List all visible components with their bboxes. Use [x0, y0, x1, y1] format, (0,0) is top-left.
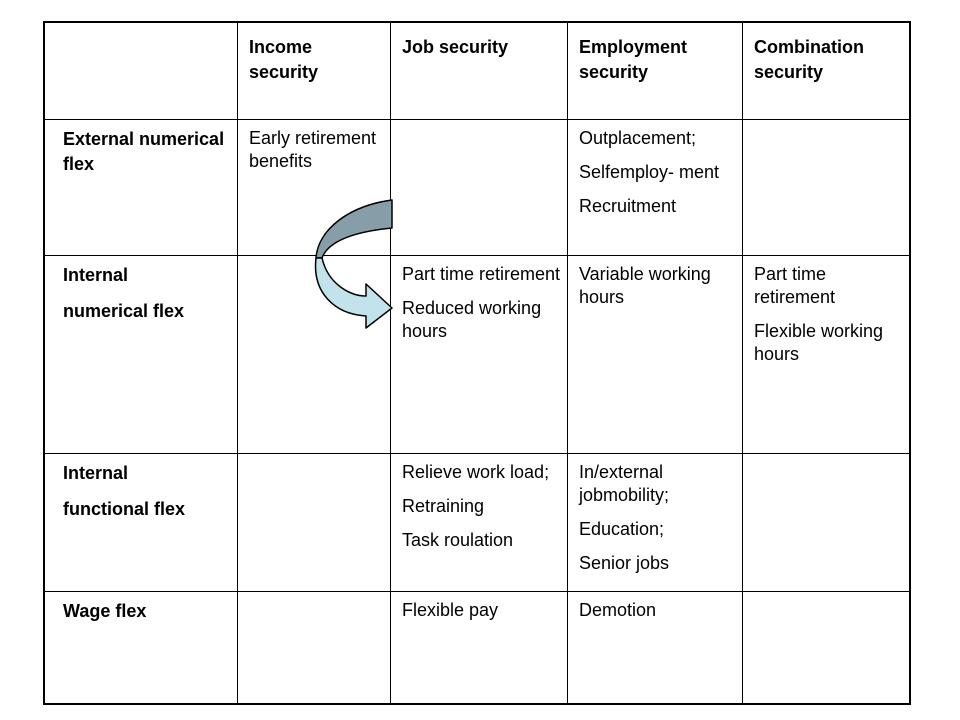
cell-line: Education;	[579, 519, 665, 539]
cell-line: In/external jobmobility;	[579, 462, 670, 505]
header-income-security: Income security	[249, 37, 319, 82]
row-label-line: numerical flex	[63, 301, 185, 321]
cell-variable-working-hours: Variable working hours	[579, 264, 711, 307]
cell-flexible-pay: Flexible pay	[402, 600, 499, 620]
header-job-security: Job security	[402, 37, 509, 57]
row-label-external-numerical-flex: External numerical flex	[63, 129, 225, 174]
row-label-wage-flex: Wage flex	[63, 601, 147, 621]
row-label-line: Internal	[63, 265, 129, 285]
cell-line: Flexible working hours	[754, 321, 884, 364]
row-label-line: Internal	[63, 463, 129, 483]
header-employment-security: Employment security	[579, 37, 688, 82]
cell-line: Relieve work load;	[402, 462, 550, 482]
cell-line: Reduced working hours	[402, 298, 542, 341]
cell-early-retirement-benefits: Early retirement benefits	[249, 128, 377, 171]
header-combination-security: Combination security	[754, 37, 864, 82]
cell-line: Selfemploy- ment	[579, 162, 720, 182]
cell-line: Retraining	[402, 496, 485, 516]
arrow-lower-head	[316, 258, 392, 328]
cell-line: Part time retirement	[754, 264, 836, 307]
cell-line: Part time retirement	[402, 264, 561, 284]
cell-line: Task roulation	[402, 530, 514, 550]
arrow-upper-band	[316, 200, 392, 258]
cell-line: Outplacement;	[579, 128, 697, 148]
cell-line: Recruitment	[579, 196, 677, 216]
cell-demotion: Demotion	[579, 600, 657, 620]
cell-line: Senior jobs	[579, 553, 670, 573]
row-label-line: functional flex	[63, 499, 186, 519]
